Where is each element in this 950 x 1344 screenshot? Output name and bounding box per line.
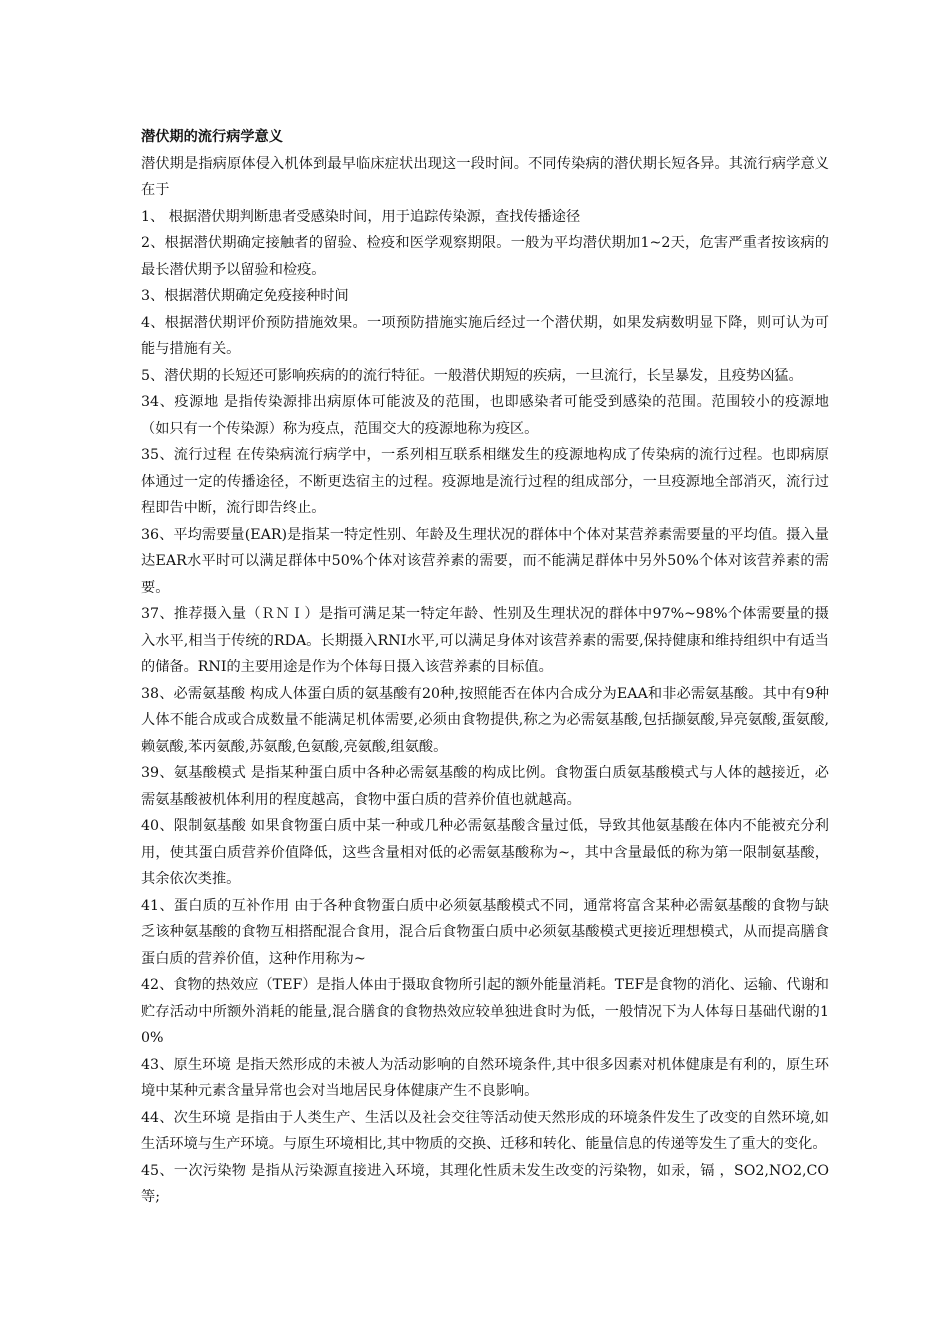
paragraph: 1、 根据潜伏期判断患者受感染时间，用于追踪传染源，查找传播途径 bbox=[141, 208, 581, 225]
paragraph: 3、根据潜伏期确定免疫接种时间 bbox=[141, 288, 349, 304]
document-title: 潜伏期的流行病学意义 bbox=[141, 129, 283, 145]
paragraph: 36、平均需要量(EAR)是指某一特定性别、年龄及生理状况的群体中个体对某营养素需要量的平均值。摄入量达EAR水平时可以满足群体中50%个体对该营养素的需要，而不能满足群体中另外50%个体对该营养素的需要。 bbox=[141, 526, 829, 596]
paragraph: 41、蛋白质的互补作用 由于各种食物蛋白质中必须氨基酸模式不同，通常将富含某种必需氨基酸的食物与缺乏该种氨基酸的食物互相搭配混合食用，混合后食物蛋白质中必须氨基酸模式更接近理想模式，从而提高膳食蛋白质的营养价值，这种作用称为~ bbox=[141, 897, 829, 967]
paragraph: 34、疫源地 是指传染源排出病原体可能波及的范围，也即感染者可能受到感染的范围。范围较小的疫源地（如只有一个传染源）称为疫点，范围交大的疫源地称为疫区。 bbox=[141, 394, 829, 437]
paragraph: 35、流行过程 在传染病流行病学中，一系列相互联系相继发生的疫源地构成了传染病的流行过程。也即病原体通过一定的传播途径，不断更迭宿主的过程。疫源地是流行过程的组成部分，一旦疫源地全部消灭，流行过程即告中断，流行即告终止。 bbox=[141, 447, 829, 516]
paragraph: 45、一次污染物 是指从污染源直接进入环境，其理化性质未发生改变的污染物，如汞，镉 ，SO2,NO2,CO等; bbox=[141, 1162, 829, 1205]
paragraph: 44、次生环境 是指由于人类生产、生活以及社会交往等活动使天然形成的环境条件发生了改变的自然环境,如生活环境与生产环境。与原生环境相比,其中物质的交换、迁移和转化、能量信息的传递等发生了重大的变化。 bbox=[141, 1109, 829, 1152]
paragraph: 38、必需氨基酸 构成人体蛋白质的氨基酸有20种,按照能否在体内合成分为EAA和非必需氨基酸。其中有9种人体不能合成或合成数量不能满足机体需要,必须由食物提供,称之为必需氨基酸,包括撷氨酸,异亮氨酸,蛋氨酸,赖氨酸,苯丙氨酸,苏氨酸,色氨酸,亮氨酸,组氨酸。 bbox=[141, 685, 829, 755]
paragraph: 42、食物的热效应（TEF）是指人体由于摄取食物所引起的额外能量消耗。TEF是食物的消化、运输、代谢和贮存活动中所额外消耗的能量,混合膳食的食物热效应较单独进食时为低，一般情况下为人体每日基础代谢的10% bbox=[141, 977, 829, 1046]
paragraph: 4、根据潜伏期评价预防措施效果。一项预防措施实施后经过一个潜伏期，如果发病数明显下降，则可认为可能与措施有关。 bbox=[141, 314, 829, 357]
paragraph: 40、限制氨基酸 如果食物蛋白质中某一种或几种必需氨基酸含量过低，导致其他氨基酸在体内不能被充分利用，使其蛋白质营养价值降低，这些含量相对低的必需氨基酸称为~，其中含量最低的称为第一限制氨基酸，其余依次类推。 bbox=[141, 818, 829, 887]
paragraph: 2、根据潜伏期确定接触者的留验、检疫和医学观察期限。一般为平均潜伏期加1~2天，危害严重者按该病的最长潜伏期予以留验和检疫。 bbox=[141, 235, 829, 278]
paragraph: 潜伏期是指病原体侵入机体到最早临床症状出现这一段时间。不同传染病的潜伏期长短各异。其流行病学意义在于 bbox=[141, 155, 829, 198]
document-page bbox=[141, 124, 829, 1211]
paragraph: 37、推荐摄入量（ＲＮＩ）是指可满足某一特定年龄、性别及生理状况的群体中97%~98%个体需要量的摄入水平,相当于传统的RDA。长期摄入RNI水平,可以满足身体对该营养素的需要,保持健康和维持组织中有适当的储备。RNI的主要用途是作为个体每日摄入该营养素的目标值。 bbox=[141, 606, 829, 675]
paragraph: 5、潜伏期的长短还可影响疾病的的流行特征。一般潜伏期短的疾病，一旦流行，长呈暴发，且疫势凶猛。 bbox=[141, 367, 803, 384]
paragraph: 39、氨基酸模式 是指某种蛋白质中各种必需氨基酸的构成比例。食物蛋白质氨基酸模式与人体的越接近，必需氨基酸被机体利用的程度越高，食物中蛋白质的营养价值也就越高。 bbox=[141, 765, 829, 808]
document-body bbox=[141, 151, 829, 1211]
paragraph: 43、原生环境 是指天然形成的未被人为活动影响的自然环境条件,其中很多因素对机体健康是有利的，原生环境中某种元素含量异常也会对当地居民身体健康产生不良影响。 bbox=[141, 1056, 829, 1099]
